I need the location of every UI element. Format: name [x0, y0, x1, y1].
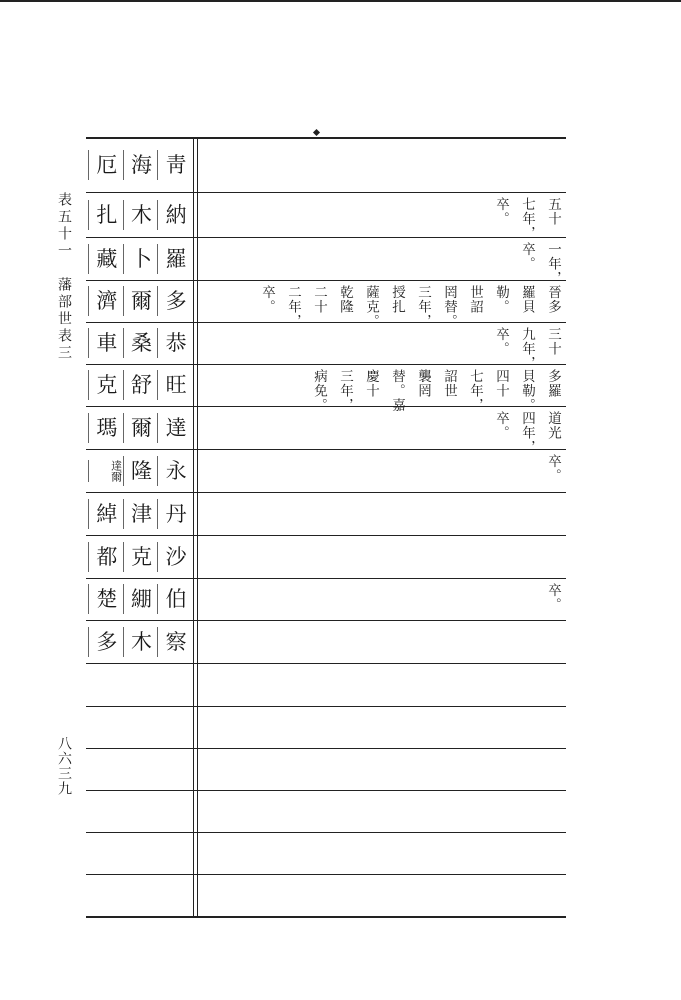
record-column: 三年，	[415, 285, 431, 329]
column-divider	[193, 137, 194, 916]
record-column: 九年，	[519, 327, 535, 371]
name-cell	[88, 449, 192, 492]
record-column: 三年，	[337, 369, 353, 413]
name-char: 伯	[157, 584, 192, 614]
name-char: 永	[157, 456, 192, 486]
name-char: 扎	[88, 200, 123, 230]
name-cell	[88, 137, 192, 192]
name-char: 卜	[123, 244, 158, 274]
name-char: 沙	[157, 542, 192, 572]
record-column: 一年，	[545, 242, 561, 286]
record-cell	[483, 411, 561, 455]
column-divider	[197, 137, 198, 916]
record-cell	[301, 369, 561, 413]
name-cell	[88, 322, 192, 364]
record-column: 授扎	[389, 285, 405, 314]
row-divider	[86, 874, 566, 875]
name-cell	[88, 406, 192, 449]
name-char: 厄	[88, 150, 123, 180]
record-column: 五十	[545, 197, 561, 226]
record-column: 勒。	[493, 285, 509, 314]
record-column: 晉多	[545, 285, 561, 314]
name-char: 綳	[123, 584, 158, 614]
name-char: 爾	[123, 286, 158, 316]
record-column: 詔世	[441, 369, 457, 398]
record-column: 羅貝	[519, 285, 535, 314]
record-column: 七年，	[519, 197, 535, 241]
name-char: 海	[123, 150, 158, 180]
name-char: 多	[157, 286, 192, 316]
record-column: 乾隆	[337, 285, 353, 314]
name-char: 濟	[88, 286, 123, 316]
name-char: 羅	[157, 244, 192, 274]
row-divider	[86, 663, 566, 664]
name-char: 楚	[88, 584, 123, 614]
name-char: 察	[157, 627, 192, 657]
record-column: 病免。	[311, 369, 327, 413]
record-column: 二年，	[285, 285, 301, 329]
name-char: 舒	[123, 370, 158, 400]
name-char: 達爾	[88, 460, 123, 482]
name-char: 都	[88, 542, 123, 572]
record-column: 二十	[311, 285, 327, 314]
name-char: 瑪	[88, 413, 123, 443]
name-char: 多	[88, 627, 123, 657]
name-char: 克	[123, 542, 158, 572]
record-column: 道光	[545, 411, 561, 440]
row-divider	[86, 748, 566, 749]
name-cell	[88, 364, 192, 406]
record-cell	[535, 454, 561, 483]
name-cell	[88, 492, 192, 535]
name-cell	[88, 280, 192, 322]
name-char: 桑	[123, 328, 158, 358]
record-column: 薩克。	[363, 285, 379, 329]
name-char: 克	[88, 370, 123, 400]
name-cell	[88, 192, 192, 237]
row-divider	[86, 790, 566, 791]
record-column: 四年，	[519, 411, 535, 455]
name-char: 丹	[157, 499, 192, 529]
page-number: 八六三九	[56, 736, 72, 796]
name-char: 爾	[123, 413, 158, 443]
name-char: 綽	[88, 499, 123, 529]
record-column: 卒。	[545, 583, 561, 612]
name-char: 達	[157, 413, 192, 443]
record-column: 貝勒。	[519, 369, 535, 413]
name-char: 車	[88, 328, 123, 358]
name-char: 靑	[157, 150, 192, 180]
top-ornament	[313, 129, 320, 136]
record-column: 卒。	[519, 242, 535, 271]
record-column: 世詔	[467, 285, 483, 314]
record-column: 卒。	[493, 327, 509, 356]
name-char: 恭	[157, 328, 192, 358]
name-char: 納	[157, 200, 192, 230]
record-column: 卒。	[259, 285, 275, 314]
record-column: 三十	[545, 327, 561, 356]
name-char: 木	[123, 200, 158, 230]
record-cell	[535, 583, 561, 612]
name-cell	[88, 578, 192, 620]
record-cell	[249, 285, 561, 329]
name-cell	[88, 620, 192, 663]
record-cell	[483, 327, 561, 371]
record-column: 四十	[493, 369, 509, 398]
record-column: 多羅	[545, 369, 561, 398]
row-divider	[86, 706, 566, 707]
record-column: 卒。	[545, 454, 561, 483]
record-column: 罔替。	[441, 285, 457, 329]
row-divider	[86, 832, 566, 833]
name-char: 隆	[123, 456, 158, 486]
margin-title: 表五十一 藩部世表三	[56, 192, 72, 362]
page-top-border	[0, 0, 681, 2]
record-cell	[483, 197, 561, 241]
record-column: 替。嘉	[389, 369, 405, 413]
record-cell	[509, 242, 561, 286]
name-char: 木	[123, 627, 158, 657]
name-char: 津	[123, 499, 158, 529]
record-column: 慶十	[363, 369, 379, 398]
name-cell	[88, 535, 192, 578]
name-cell	[88, 237, 192, 280]
record-column: 卒。	[493, 411, 509, 440]
record-column: 七年，	[467, 369, 483, 413]
record-column: 襲罔	[415, 369, 431, 398]
name-char: 藏	[88, 244, 123, 274]
row-divider	[86, 916, 566, 918]
record-column: 卒。	[493, 197, 509, 226]
name-char: 旺	[157, 370, 192, 400]
